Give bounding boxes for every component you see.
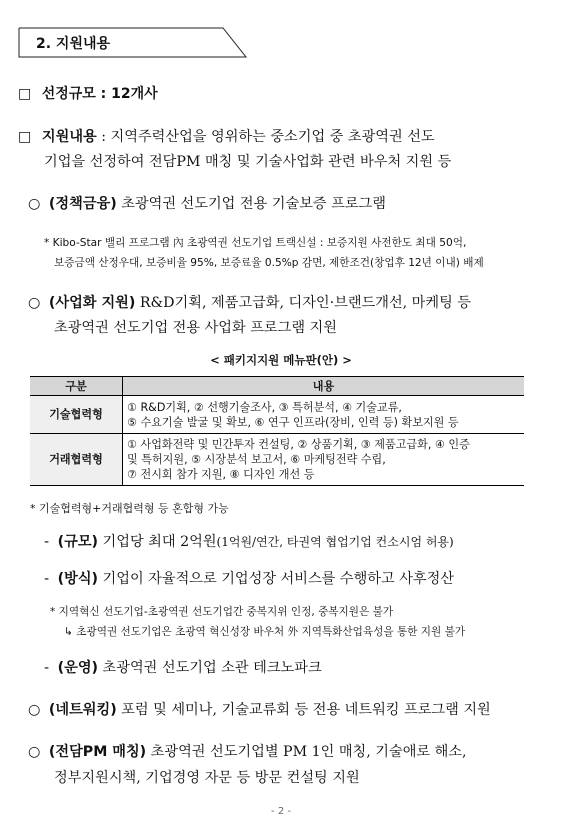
package-menu-table — [30, 376, 524, 486]
table-header-row — [30, 377, 524, 396]
row-content-line: 및 특허지원, ⑤ 시장분석 보고서, ⑥ 마케팅전략 수립, — [127, 453, 386, 466]
policy-finance-note-line2: 보증금액 산정우대, 보증비율 95%, 보증료율 0.5%p 감면, 제한조건(창업후 12년 이내) 배제 — [54, 257, 484, 269]
row-type: 거래협력형 — [30, 434, 123, 486]
support-content-line2: 기업을 선정하여 전담PM 매칭 및 기술사업화 관련 바우처 지원 등 — [44, 154, 452, 170]
commercial-support-line2: 초광역권 선도기업 전용 사업화 프로그램 지원 — [54, 320, 337, 336]
row-content-line: ⑦ 전시회 참가 지원, ⑧ 디자인 개선 등 — [127, 468, 315, 481]
commercial-support-item — [28, 292, 471, 312]
dash-bullet: - — [44, 660, 50, 676]
operation-item — [44, 657, 322, 677]
row-content-line: ① R&D기획, ② 선행기술조사, ③ 특허분석, ④ 기술교류, — [127, 400, 402, 414]
networking-item — [28, 699, 491, 719]
square-bullet-icon: □ — [18, 129, 32, 145]
row-content-line: ⑤ 수요기술 발굴 및 확보, ⑥ 연구 인프라(장비, 인력 등) 확보지원 등 — [127, 415, 459, 429]
policy-finance-text: 초광역권 선도기업 전용 기술보증 프로그램 — [116, 196, 386, 212]
scale-detail-small: (1억원/연간, 타권역 협업기업 컨소시엄 허용) — [216, 535, 454, 549]
support-content-label: 지원내용 — [41, 129, 97, 145]
dash-bullet: - — [44, 534, 50, 550]
table-row — [30, 396, 524, 434]
circle-bullet-icon: ○ — [28, 295, 41, 311]
circle-bullet-icon: ○ — [28, 196, 41, 212]
support-content — [18, 126, 435, 146]
column-header-type: 구분 — [30, 377, 123, 396]
commercial-support-label: (사업화 지원) — [48, 295, 136, 311]
policy-finance-note: * Kibo-Star 밸리 프로그램 內 초광역권 선도기업 트랙신설 : 보증지원 사전한도 최대 50억, — [44, 237, 467, 249]
page-number: - 2 - — [271, 806, 291, 817]
operation-text: 초광역권 선도기업 소관 테크노파크 — [98, 660, 322, 676]
package-note: * 기술협력형+거래협력형 등 혼합형 가능 — [30, 502, 229, 515]
circle-bullet-icon: ○ — [28, 702, 41, 718]
networking-text: 포럼 및 세미나, 기술교류회 등 전용 네트워킹 프로그램 지원 — [116, 702, 491, 718]
section-title: 2. 지원내용 — [36, 36, 111, 52]
method-text: 기업이 자율적으로 기업성장 서비스를 수행하고 사후정산 — [98, 571, 455, 587]
section-header — [18, 27, 244, 57]
selection-scale-label: 선정규모 : 12개사 — [41, 86, 158, 102]
selection-scale — [18, 83, 158, 103]
row-type: 기술협력형 — [30, 396, 123, 434]
pm-matching-text: 초광역권 선도기업별 PM 1인 매칭, 기술애로 해소, — [146, 744, 467, 760]
row-content — [123, 434, 525, 486]
method-note-line2: ↳ 초광역권 선도기업은 초광역 혁신성장 바우처 外 지역특화산업육성을 통한 지원 불가 — [64, 626, 466, 638]
circle-bullet-icon: ○ — [28, 744, 41, 760]
package-table-caption: < 패키지지원 메뉴판(안) > — [210, 353, 352, 367]
policy-finance-item — [28, 193, 386, 213]
dash-bullet: - — [44, 571, 50, 587]
networking-label: (네트워킹) — [48, 702, 117, 718]
table-row — [30, 434, 524, 486]
method-item — [44, 568, 454, 588]
scale-detail-item — [44, 531, 454, 551]
method-label: (방식) — [57, 571, 99, 587]
pm-matching-line2: 정부지원시책, 기업경영 자문 등 방문 컨설팅 지원 — [54, 770, 360, 786]
row-content-line: ① 사업화전략 및 민간투자 컨설팅, ② 상품기획, ③ 제품고급화, ④ 인증 — [127, 438, 470, 451]
pm-matching-item — [28, 741, 467, 761]
pm-matching-label: (전담PM 매칭) — [48, 744, 147, 760]
row-content — [123, 396, 525, 434]
scale-detail-text: 기업당 최대 2억원 — [98, 534, 217, 550]
support-content-text: : 지역주력산업을 영위하는 중소기업 중 초광역권 선도 — [96, 129, 435, 145]
square-bullet-icon: □ — [18, 86, 32, 102]
policy-finance-label: (정책금융) — [48, 196, 117, 212]
commercial-support-text: R&D기획, 제품고급화, 디자인·브랜드개선, 마케팅 등 — [135, 295, 472, 311]
column-header-content: 내용 — [123, 377, 525, 396]
operation-label: (운영) — [57, 660, 99, 676]
method-note: * 지역혁신 선도기업-초광역권 선도기업간 중복지위 인정, 중복지원은 불가 — [50, 606, 394, 618]
scale-detail-label: (규모) — [57, 534, 99, 550]
